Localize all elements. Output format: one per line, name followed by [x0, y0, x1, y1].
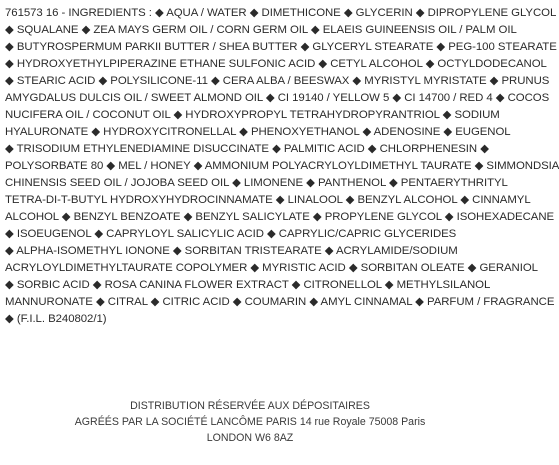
- ingredient-line-10: POLYSORBATE 80 ◆ MEL / HONEY ◆ AMMONIUM POLYACRYLOYLDIMETHYL TAURATE ◆ SIMMONDSIA: [5, 160, 559, 172]
- ingredients-list: [5, 5, 559, 328]
- ingredient-line-8: HYALURONATE ◆ HYDROXYCITRONELLAL ◆ PHENOXYETHANOL ◆ ADENOSINE ◆ EUGENOL: [5, 126, 511, 138]
- ingredient-line-18: MANNURONATE ◆ CITRAL ◆ CITRIC ACID ◆ COUMARIN ◆ AMYL CINNAMAL ◆ PARFUM / FRAGRANCE: [5, 296, 555, 308]
- distribution-line-1: DISTRIBUTION RÉSERVÉE AUX DÉPOSITAIRES: [130, 400, 370, 412]
- ingredient-line-12: TETRA-DI-T-BUTYL HYDROXYHYDROCINNAMATE ◆ LINALOOL ◆ BENZYL ALCOHOL ◆ CINNAMYL: [5, 194, 531, 206]
- ingredient-line-1: 761573 16 - INGREDIENTS : ◆ AQUA / WATER ◆ DIMETHICONE ◆ GLYCERIN ◆ DIPROPYLENE GLYCOL: [5, 7, 557, 19]
- ingredient-line-11: CHINENSIS SEED OIL / JOJOBA SEED OIL ◆ LIMONENE ◆ PANTHENOL ◆ PENTAERYTHRITYL: [5, 177, 508, 189]
- ingredient-line-17: ◆ SORBIC ACID ◆ ROSA CANINA FLOWER EXTRACT ◆ CITRONELLOL ◆ METHYLSILANOL: [5, 279, 491, 291]
- ingredient-line-9: ◆ TRISODIUM ETHYLENEDIAMINE DISUCCINATE ◆ PALMITIC ACID ◆ CHLORPHENESIN ◆: [5, 143, 489, 155]
- ingredient-line-6: AMYGDALUS DULCIS OIL / SWEET ALMOND OIL ◆ CI 19140 / YELLOW 5 ◆ CI 14700 / RED 4 ◆ COCOS: [5, 92, 550, 104]
- ingredient-line-7: NUCIFERA OIL / COCONUT OIL ◆ HYDROXYPROPYL TETRAHYDROPYRANTRIOL ◆ SODIUM: [5, 109, 500, 121]
- ingredient-line-2: ◆ SQUALANE ◆ ZEA MAYS GERM OIL / CORN GERM OIL ◆ ELAEIS GUINEENSIS OIL / PALM OIL: [5, 24, 517, 36]
- distribution-line-2: AGRÉÉS PAR LA SOCIÉTÉ LANCÔME PARIS 14 rue Royale 75008 Paris: [74, 416, 426, 428]
- ingredient-line-19: ◆ (F.I.L. B240802/1): [5, 313, 107, 325]
- ingredient-line-16: ACRYLOYLDIMETHYLTAURATE COPOLYMER ◆ MYRISTIC ACID ◆ SORBITAN OLEATE ◆ GERANIOL: [5, 262, 538, 274]
- ingredient-line-15: ◆ ALPHA-ISOMETHYL IONONE ◆ SORBITAN TRISTEARATE ◆ ACRYLAMIDE/SODIUM: [5, 245, 458, 257]
- ingredient-line-4: ◆ HYDROXYETHYLPIPERAZINE ETHANE SULFONIC ACID ◆ CETYL ALCOHOL ◆ OCTYLDODECANOL: [5, 58, 547, 70]
- ingredient-line-5: ◆ STEARIC ACID ◆ POLYSILICONE-11 ◆ CERA ALBA / BEESWAX ◆ MYRISTYL MYRISTATE ◆ PRUNUS: [5, 75, 550, 87]
- ingredient-line-3: ◆ BUTYROSPERMUM PARKII BUTTER / SHEA BUTTER ◆ GLYCERYL STEARATE ◆ PEG-100 STEARATE: [5, 41, 557, 53]
- distribution-notice: [0, 398, 500, 446]
- distribution-line-3: LONDON W6 8AZ: [206, 432, 294, 444]
- ingredient-line-14: ◆ ISOEUGENOL ◆ CAPRYLOYL SALICYLIC ACID ◆ CAPRYLIC/CAPRIC GLYCERIDES: [5, 228, 457, 240]
- ingredient-line-13: ALCOHOL ◆ BENZYL BENZOATE ◆ BENZYL SALICYLATE ◆ PROPYLENE GLYCOL ◆ ISOHEXADECANE: [5, 211, 555, 223]
